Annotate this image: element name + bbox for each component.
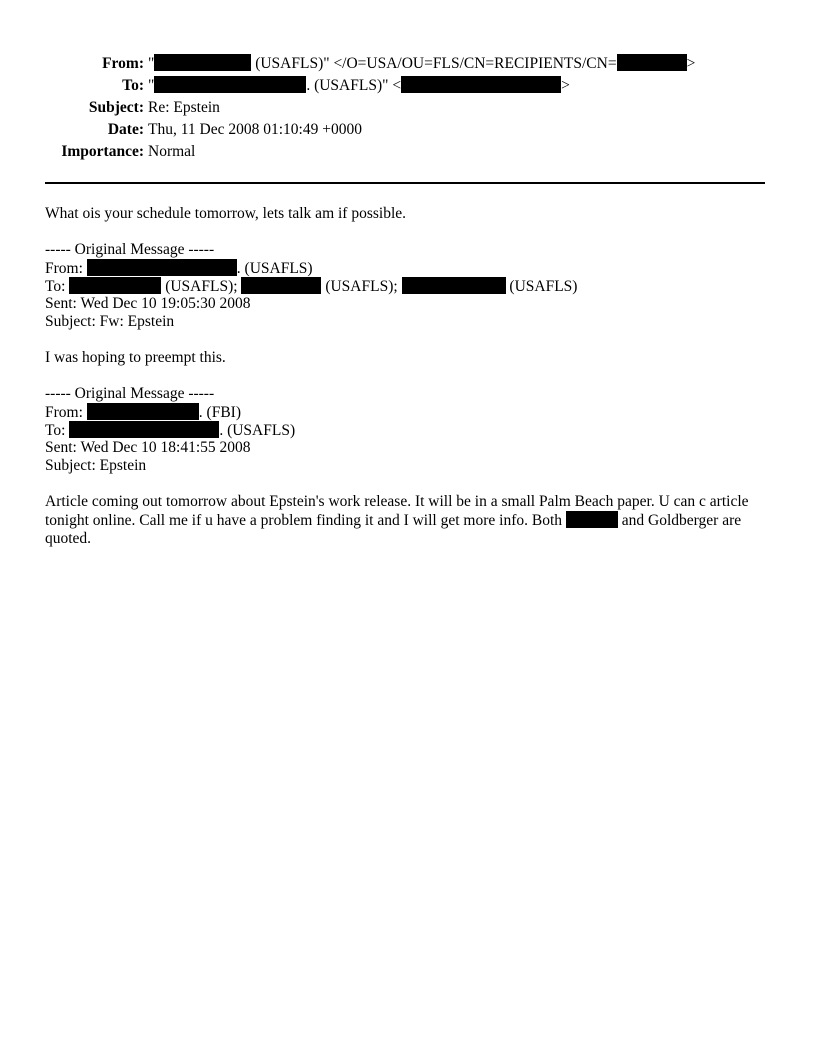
redaction-block xyxy=(402,277,506,294)
redaction-block xyxy=(617,54,687,71)
to-value: " . (USAFLS)" < > xyxy=(148,77,570,94)
subject-label: Subject: xyxy=(88,99,144,116)
from-value: " (USAFLS)" </O=USA/OU=FLS/CN=RECIPIENTS/CN= > xyxy=(148,55,696,72)
spacer xyxy=(45,475,775,493)
date-row xyxy=(0,119,816,141)
original-from-line: From: . (FBI) xyxy=(45,404,241,421)
redaction-block xyxy=(401,76,561,93)
reply-text: What ois your schedule tomorrow, lets talk am if possible. xyxy=(45,205,407,222)
redaction-block xyxy=(241,277,321,294)
subject-row xyxy=(0,97,816,119)
redaction-block xyxy=(69,421,219,438)
original-to-line: To: (USAFLS); (USAFLS); (USAFLS) xyxy=(45,278,578,295)
email-body xyxy=(45,205,775,548)
spacer xyxy=(45,331,775,349)
redaction-block xyxy=(87,259,237,276)
spacer xyxy=(45,367,775,385)
from-row xyxy=(0,53,816,75)
email-header xyxy=(0,53,816,163)
redaction-block xyxy=(69,277,161,294)
original-message-separator: ----- Original Message ----- xyxy=(45,385,215,402)
importance-value: Normal xyxy=(148,143,196,160)
spacer xyxy=(45,223,775,241)
date-label: Date: xyxy=(107,121,144,138)
header-divider xyxy=(45,182,765,184)
original-subject-line: Subject: Epstein xyxy=(45,457,147,474)
redaction-block xyxy=(154,76,306,93)
original-subject-line: Subject: Fw: Epstein xyxy=(45,313,175,330)
importance-row xyxy=(0,141,816,163)
redaction-block xyxy=(566,511,618,528)
redaction-block xyxy=(87,403,199,420)
original-message-separator: ----- Original Message ----- xyxy=(45,241,215,258)
original-from-line: From: . (USAFLS) xyxy=(45,260,313,277)
redaction-block xyxy=(154,54,251,71)
to-row xyxy=(0,75,816,97)
subject-value: Re: Epstein xyxy=(148,99,220,116)
original-body-paragraph: Article coming out tomorrow about Epstein's work release. It will be in a small Palm Beach paper. U can c article tonight online. Call me if u have a problem finding it and I will get more info. Both and Goldberger are quoted. xyxy=(45,493,749,547)
from-label: From: xyxy=(102,55,144,72)
to-label: To: xyxy=(122,77,144,94)
date-value: Thu, 11 Dec 2008 01:10:49 +0000 xyxy=(148,121,362,138)
original-sent-line: Sent: Wed Dec 10 19:05:30 2008 xyxy=(45,295,251,312)
importance-label: Importance: xyxy=(61,143,144,160)
original-body-text: I was hoping to preempt this. xyxy=(45,349,226,366)
original-to-line: To: . (USAFLS) xyxy=(45,422,296,439)
original-sent-line: Sent: Wed Dec 10 18:41:55 2008 xyxy=(45,439,251,456)
